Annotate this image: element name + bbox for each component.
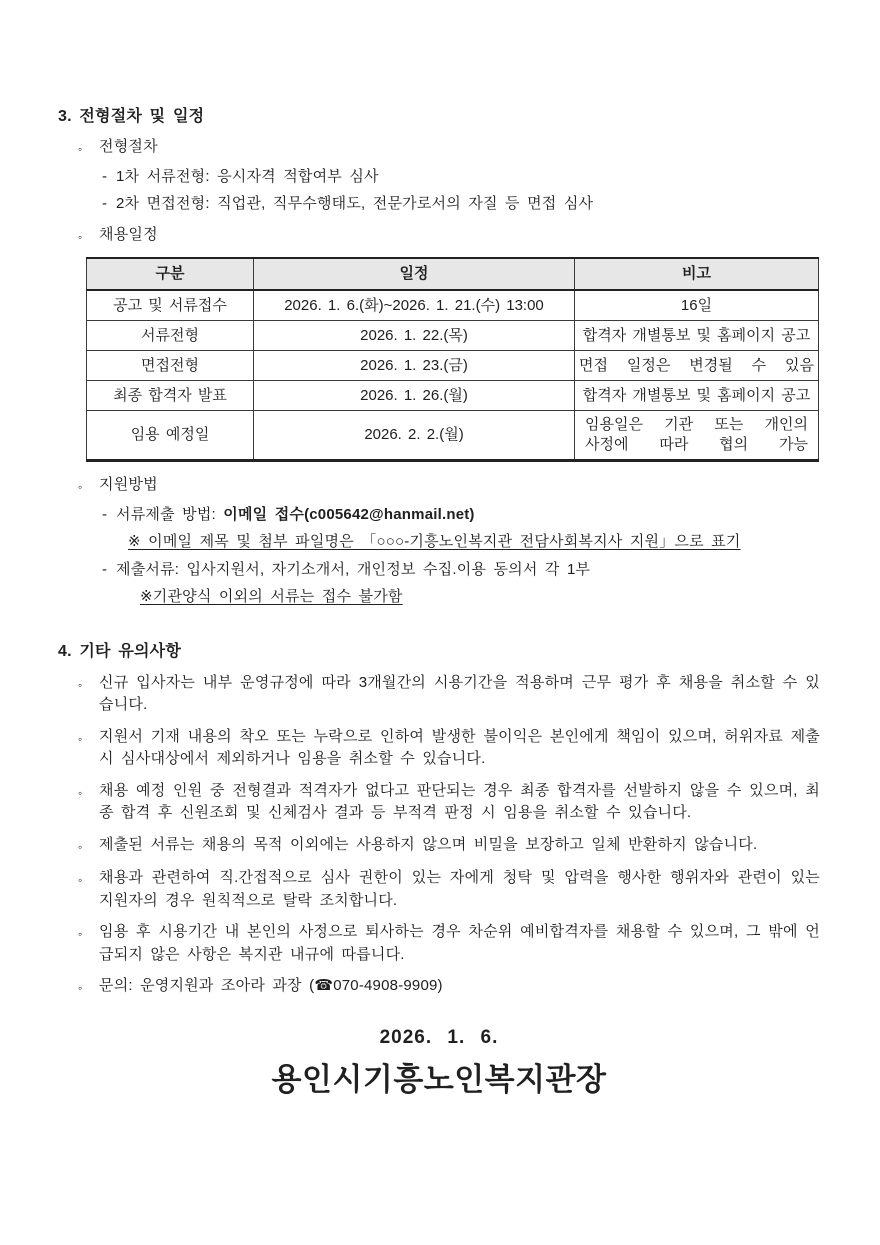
section-selection-process [58, 106, 820, 609]
email-filename-note-text: ※ 이메일 제목 및 첨부 파일명은 「○○○-기흥노인복지관 전담사회복지사 지원」으로 표기 [128, 533, 741, 550]
forms-only-note [140, 586, 820, 609]
table-row [87, 351, 819, 381]
cell-remark [575, 411, 819, 461]
cell-category: 서류전형 [87, 321, 254, 351]
section3-title: 3. 전형절차 및 일정 [58, 108, 205, 125]
section4-title: 4. 기타 유의사항 [58, 642, 181, 660]
table-header-row [87, 258, 819, 290]
schedule-label: 채용일정 [99, 225, 158, 243]
circle-bullet-icon: ◦ [78, 873, 83, 887]
cell-category: 공고 및 서류접수 [87, 290, 254, 321]
notice-item-text: 임용 후 시용기간 내 본인의 사정으로 퇴사하는 경우 차순위 예비합격자를 채용할 수 있으며, 그 밖에 언급되지 않은 사항은 복지관 내규에 따릅니다. [99, 923, 820, 963]
cell-schedule: 2026. 1. 23.(금) [254, 351, 575, 381]
header-schedule: 일정 [254, 258, 575, 290]
signer-title: 용인시기흥노인복지관장 [271, 1062, 607, 1097]
table-row [87, 381, 819, 411]
cell-schedule: 2026. 1. 22.(목) [254, 321, 575, 351]
cell-remark: 16일 [575, 290, 819, 321]
required-documents-text: 제출서류: 입사지원서, 자기소개서, 개인정보 수집.이용 동의서 각 1부 [116, 560, 591, 578]
table-row [87, 290, 819, 321]
notice-item-text: 제출된 서류는 채용의 목적 이외에는 사용하지 않으며 비밀을 보장하고 일체 반환하지 않습니다. [99, 835, 758, 853]
procedure-item-text: 1차 서류전형: 응시자격 적합여부 심사 [116, 167, 379, 185]
dash-bullet-icon: - [102, 195, 108, 212]
circle-bullet-icon: ◦ [78, 677, 83, 692]
procedure-label: 전형절차 [99, 138, 158, 155]
circle-bullet-icon: ◦ [78, 927, 83, 941]
notice-item [78, 672, 820, 717]
circle-bullet-icon: ◦ [78, 785, 83, 800]
procedure-item-2 [102, 193, 820, 216]
notice-item-text: 지원서 기재 내용의 착오 또는 누락으로 인하여 발생한 불이익은 본인에게 책임이 있으며, 허위자료 제출 시 심사대상에서 제외하거나 임용을 취소할 수 있습니다. [99, 727, 820, 767]
submission-method-item [102, 504, 820, 527]
dash-bullet-icon: - [102, 167, 108, 185]
submission-method-text [116, 504, 820, 527]
remark-line: 임용일은 기관 또는 개인의 [585, 416, 808, 433]
procedure-item-text: 2차 면접전형: 직업관, 직무수행태도, 전문가로서의 자질 등 면접 심사 [116, 195, 594, 212]
procedure-item-1 [102, 166, 820, 189]
cell-remark: 합격자 개별통보 및 홈페이지 공고 [575, 381, 819, 411]
email-submission-bold: 이메일 접수(c005642@hanmail.net) [223, 505, 475, 523]
cell-remark: 면접 일정은 변경될 수 있음 [575, 351, 819, 381]
email-filename-note [128, 531, 820, 554]
table-row [87, 321, 819, 351]
circle-bullet-icon: ◦ [78, 229, 83, 244]
table-row [87, 411, 819, 461]
schedule-heading [78, 224, 820, 249]
notice-item [78, 726, 820, 771]
schedule-table [86, 257, 819, 462]
notice-item [78, 921, 820, 966]
contact-item [78, 975, 820, 1000]
remark-line: 사정에 따라 협의 가능 [585, 436, 808, 453]
apply-heading [78, 474, 820, 499]
forms-only-note-text: ※기관양식 이외의 서류는 접수 불가함 [140, 588, 403, 605]
issue-date: 2026. 1. 6. [379, 1026, 499, 1048]
method-prefix: 서류제출 방법: [116, 505, 224, 523]
apply-label: 지원방법 [99, 476, 158, 493]
cell-schedule: 2026. 2. 2.(월) [254, 411, 575, 461]
cell-schedule: 2026. 1. 26.(월) [254, 381, 575, 411]
notice-item-text: 채용과 관련하여 직.간접적으로 심사 권한이 있는 자에게 청탁 및 압력을 행사한 행위자와 관련이 있는 지원자의 경우 원칙적으로 탈락 조치합니다. [99, 869, 820, 909]
notice-item [78, 780, 820, 825]
dash-bullet-icon: - [102, 505, 108, 523]
header-remark: 비고 [575, 258, 819, 290]
notice-item [78, 867, 820, 912]
section-other-notes [58, 641, 820, 1000]
notice-item [78, 834, 820, 859]
header-category: 구분 [87, 258, 254, 290]
cell-category: 임용 예정일 [87, 411, 254, 461]
circle-bullet-icon: ◦ [78, 981, 83, 995]
circle-bullet-icon: ◦ [78, 142, 83, 156]
circle-bullet-icon: ◦ [78, 480, 83, 494]
contact-text: 문의: 운영지원과 조아라 과장 (☎070-4908-9909) [99, 977, 443, 994]
notice-item-text: 신규 입사자는 내부 운영규정에 따라 3개월간의 시용기간을 적용하며 근무 평가 후 채용을 취소할 수 있습니다. [99, 673, 820, 713]
required-documents-item [102, 559, 820, 582]
cell-remark: 합격자 개별통보 및 홈페이지 공고 [575, 321, 819, 351]
cell-category: 최종 합격자 발표 [87, 381, 254, 411]
notice-item-text: 채용 예정 인원 중 전형결과 적격자가 없다고 판단되는 경우 최종 합격자를 선발하지 않을 수 있으며, 최종 합격 후 신원조회 및 신체검사 결과 등 부적격 판정 시 임용을 취소할 수 있습니다. [99, 781, 820, 821]
procedure-heading [78, 136, 820, 161]
dash-bullet-icon: - [102, 560, 108, 578]
circle-bullet-icon: ◦ [78, 731, 83, 746]
cell-schedule: 2026. 1. 6.(화)~2026. 1. 21.(수) 13:00 [254, 290, 575, 321]
cell-category: 면접전형 [87, 351, 254, 381]
circle-bullet-icon: ◦ [78, 839, 83, 854]
